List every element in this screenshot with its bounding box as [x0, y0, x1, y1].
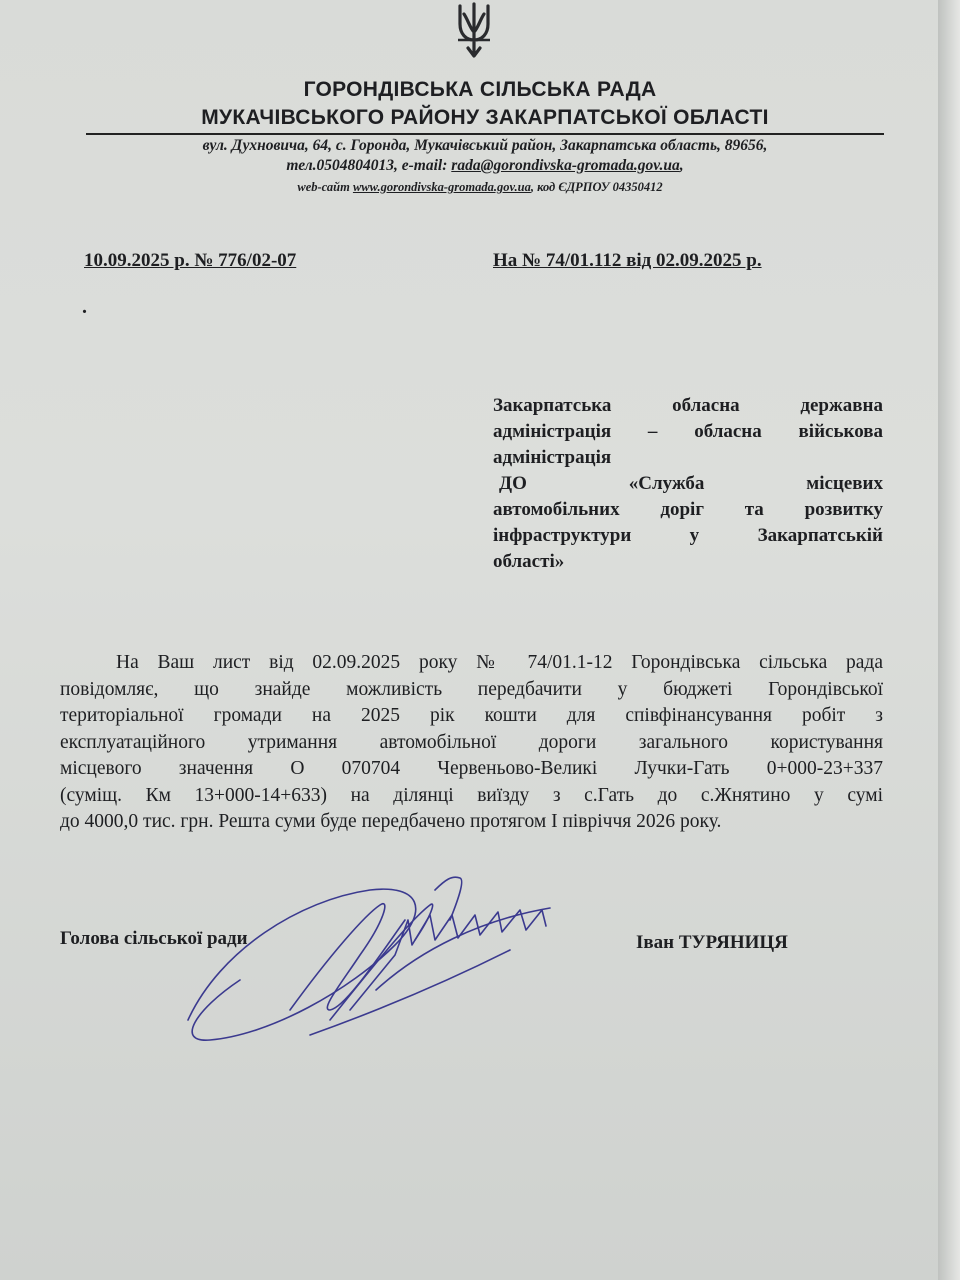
phone-suffix: , [679, 157, 684, 174]
signatory-name: Іван ТУРЯНИЦЯ [636, 932, 788, 953]
page-edge [938, 0, 960, 1280]
body-line: територіальної громади на 2025 рік кошти для співфінансування робіт з [60, 705, 883, 726]
body-line: На Ваш лист від 02.09.2025 року № 74/01.1-12 Горондівська сільська рада [116, 652, 883, 673]
body-line: експлуатаційного утримання автомобільної дороги загального користування [60, 731, 883, 753]
letterhead-divider [86, 133, 884, 135]
incoming-reference: На № 74/01.112 від 02.09.2025 р. [493, 250, 762, 271]
phone-text: тел.0504804013, e-mail: [286, 157, 452, 174]
recipient-line: інфраструктури у Закарпатській [493, 525, 883, 546]
body-line: місцевого значення О 070704 Червеньово-Великі Лучки-Гать 0+000-23+337 [60, 758, 883, 779]
email-link[interactable]: rada@gorondivska-gromada.gov.ua [451, 157, 680, 174]
body-line: повідомляє, що знайде можливість передбачити у бюджеті Горондівської [60, 678, 883, 700]
recipient-line: адміністрація – обласна військова [493, 421, 883, 442]
recipient-block [493, 393, 883, 575]
body-line: до 4000,0 тис. грн. Решта суми буде передбачено протягом І півріччя 2026 року. [60, 811, 722, 832]
handwritten-signature [180, 860, 580, 1050]
org-address: вул. Духновича, 64, с. Горонда, Мукачівський район, Закарпатська область, 89656, [202, 137, 768, 154]
recipient-line: адміністрація [493, 447, 612, 468]
website-link[interactable]: www.gorondivska-gromada.gov.ua [352, 180, 531, 194]
recipient-line: ДО «Служба місцевих [499, 473, 883, 494]
signatory-position: Голова сільської ради [60, 928, 248, 949]
recipient-line: Закарпатська обласна державна [493, 395, 883, 416]
org-web [120, 180, 840, 195]
org-name-line1: ГОРОНДІВСЬКА СІЛЬСЬКА РАДА [303, 78, 657, 101]
recipient-line: автомобільних доріг та розвитку [493, 499, 883, 520]
tryzub-icon [450, 0, 498, 62]
outgoing-reference: 10.09.2025 р. № 776/02-07 [84, 250, 297, 271]
org-name-line2: МУКАЧІВСЬКОГО РАЙОНУ ЗАКАРПАТСЬКОЇ ОБЛАСТІ [201, 106, 769, 129]
org-contacts [90, 157, 880, 175]
body-line: (суміщ. Км 13+000-14+633) на ділянці виїзду з с.Гать до с.Жнятино у сумі [60, 784, 883, 806]
web-label: web-сайт [297, 180, 353, 194]
stray-mark: . [82, 296, 87, 318]
edrpou-code: , код ЄДРПОУ 04350412 [530, 180, 663, 194]
recipient-line: області» [493, 551, 565, 572]
letter-body [60, 650, 883, 836]
